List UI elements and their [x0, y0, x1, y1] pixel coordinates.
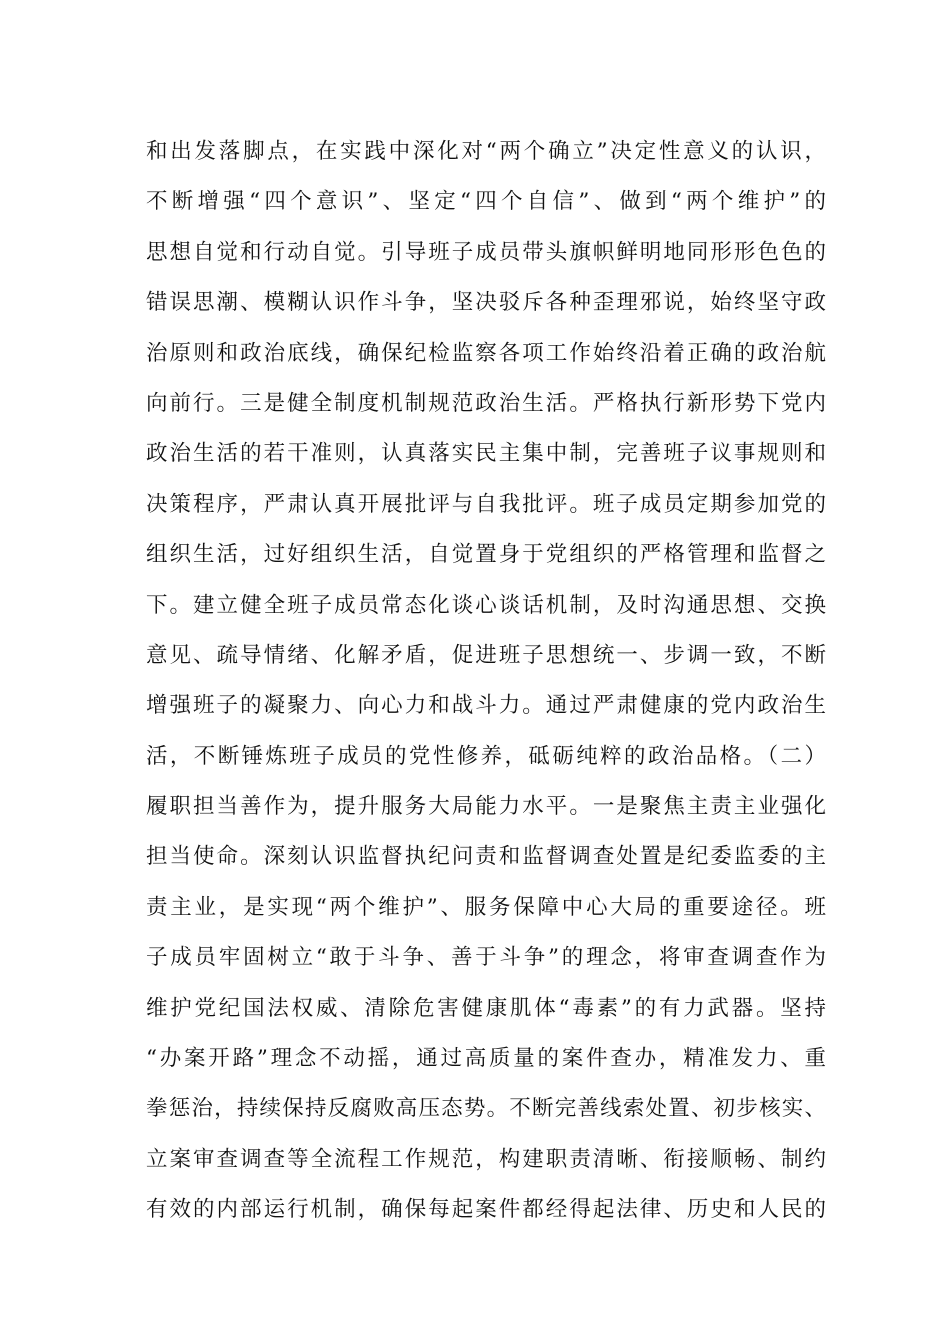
text-line: 责主业，是实现“两个维护”、服务保障中心大局的重要途径。班 [146, 894, 826, 920]
text-line: 下。建立健全班子成员常态化谈心谈话机制，及时沟通思想、交换 [146, 592, 826, 618]
text-line: 意见、疏导情绪、化解矛盾，促进班子思想统一、步调一致，不断 [146, 642, 826, 668]
text-line: 拳惩治，持续保持反腐败高压态势。不断完善线索处置、初步核实、 [146, 1096, 826, 1122]
text-line: 不断增强“四个意识”、坚定“四个自信”、做到“两个维护”的 [146, 189, 826, 215]
text-line: 维护党纪国法权威、清除危害健康肌体“毒素”的有力武器。坚持 [146, 995, 826, 1021]
text-line: 思想自觉和行动自觉。引导班子成员带头旗帜鲜明地同形形色色的 [146, 239, 826, 265]
text-line: 增强班子的凝聚力、向心力和战斗力。通过严肃健康的党内政治生 [146, 693, 826, 719]
text-line: 立案审查调查等全流程工作规范，构建职责清晰、衔接顺畅、制约 [146, 1146, 826, 1172]
text-line: 治原则和政治底线，确保纪检监察各项工作始终沿着正确的政治航 [146, 340, 826, 366]
text-line: 决策程序，严肃认真开展批评与自我批评。班子成员定期参加党的 [146, 491, 826, 517]
text-line: 政治生活的若干准则，认真落实民主集中制，完善班子议事规则和 [146, 441, 826, 467]
text-line: 有效的内部运行机制，确保每起案件都经得起法律、历史和人民的 [146, 1197, 826, 1223]
text-line: 组织生活，过好组织生活，自觉置身于党组织的严格管理和监督之 [146, 542, 826, 568]
text-line: 活，不断锤炼班子成员的党性修养，砥砺纯粹的政治品格。（二） [146, 743, 826, 769]
text-line: 错误思潮、模糊认识作斗争，坚决驳斥各种歪理邪说，始终坚守政 [146, 290, 826, 316]
text-line: 子成员牢固树立“敢于斗争、善于斗争”的理念，将审查调查作为 [146, 945, 826, 971]
text-line: 向前行。三是健全制度机制规范政治生活。严格执行新形势下党内 [146, 390, 826, 416]
text-line: 履职担当善作为，提升服务大局能力水平。一是聚焦主责主业强化 [146, 794, 826, 820]
text-line: 担当使命。深刻认识监督执纪问责和监督调查处置是纪委监委的主 [146, 844, 826, 870]
body-text [146, 127, 826, 1236]
text-line: “办案开路”理念不动摇，通过高质量的案件查办，精准发力、重 [146, 1046, 826, 1072]
text-line: 和出发落脚点，在实践中深化对“两个确立”决定性意义的认识， [146, 139, 826, 164]
